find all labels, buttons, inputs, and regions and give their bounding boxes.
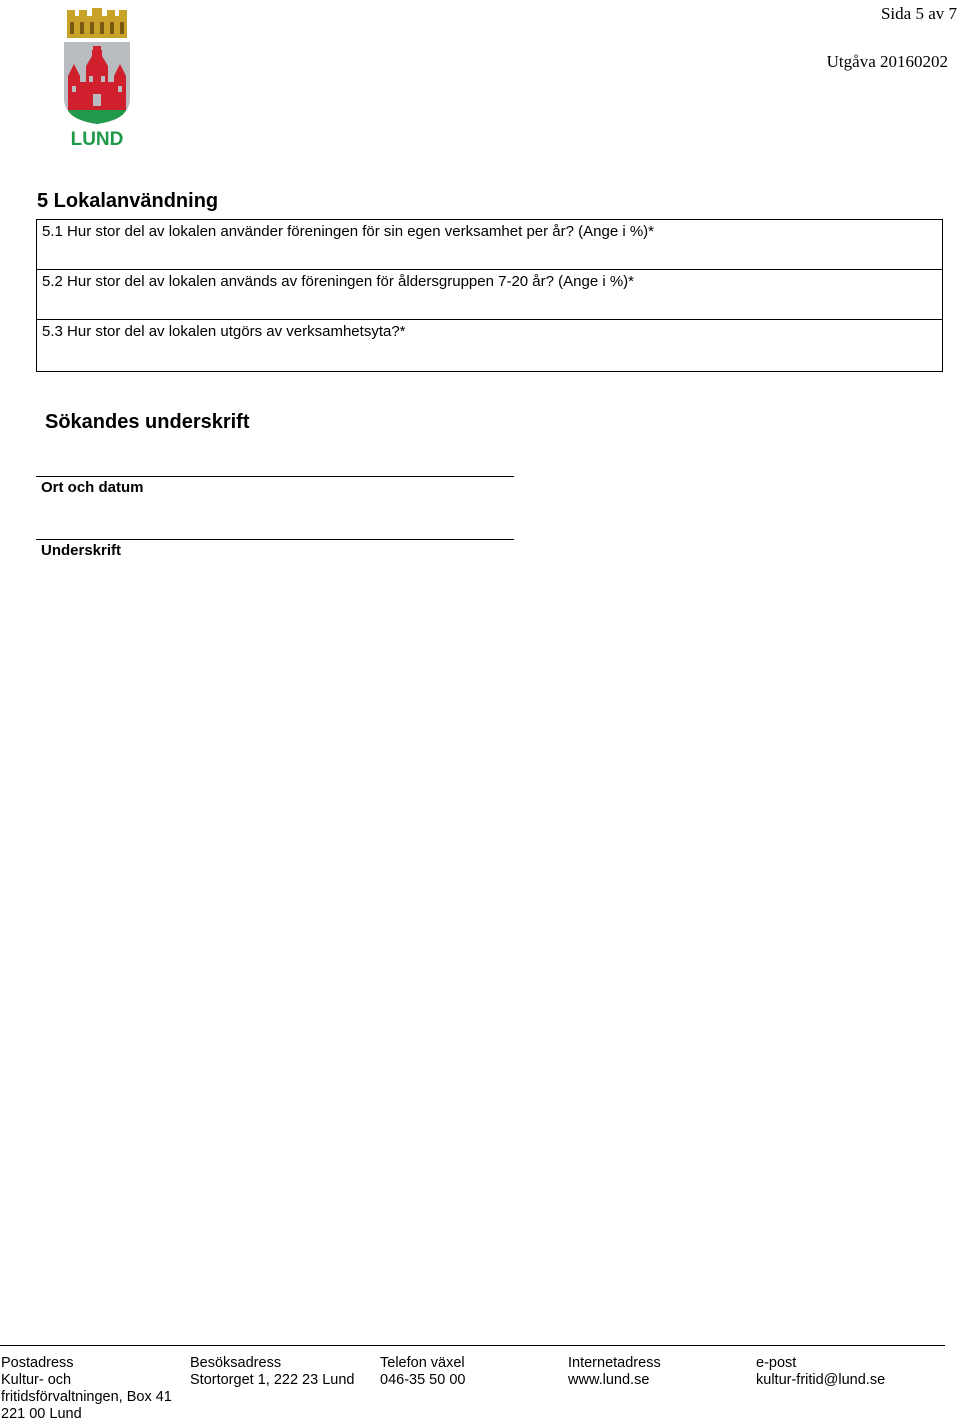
footer-line: 221 00 Lund <box>1 1406 82 1422</box>
question-row[interactable] <box>37 320 942 371</box>
footer-line: 046-35 50 00 <box>380 1372 466 1388</box>
lund-logo <box>62 6 132 148</box>
footer-heading: Internetadress <box>568 1355 661 1371</box>
footer-email-link[interactable]: kultur-fritid@lund.se <box>756 1372 886 1388</box>
page-number: Sida 5 av 7 <box>880 4 957 23</box>
footer-heading: Besöksadress <box>190 1355 282 1371</box>
logo-text: LUND <box>70 129 124 148</box>
footer-divider <box>0 1345 945 1346</box>
question-label: 5.1 Hur stor del av lokalen använder föreningen för sin egen verksamhet per år? (Ange i %)* <box>42 223 655 240</box>
footer-visit <box>190 1355 354 1389</box>
footer-heading: Postadress <box>1 1355 74 1371</box>
question-row[interactable] <box>37 270 942 320</box>
signature-label: Underskrift <box>41 542 122 559</box>
question-row[interactable] <box>37 220 942 270</box>
footer-heading: Telefon växel <box>380 1355 465 1371</box>
footer-postal <box>1 1355 172 1423</box>
footer-web <box>568 1355 661 1389</box>
question-label: 5.2 Hur stor del av lokalen används av föreningen för åldersgruppen 7-20 år? (Ange i %)* <box>42 273 635 290</box>
signature-heading: Sökandes underskrift <box>45 411 250 433</box>
question-label: 5.3 Hur stor del av lokalen utgörs av verksamhetsyta?* <box>42 323 406 340</box>
footer-web-link[interactable]: www.lund.se <box>568 1372 650 1388</box>
signature-line[interactable] <box>36 539 514 540</box>
footer-heading: e-post <box>756 1355 797 1371</box>
footer-email <box>756 1355 885 1389</box>
place-date-line[interactable] <box>36 476 514 477</box>
place-date-label: Ort och datum <box>41 479 144 496</box>
footer-line: fritidsförvaltningen, Box 41 <box>1 1389 172 1405</box>
edition-label: Utgåva 20160202 <box>826 52 948 71</box>
footer-line: Kultur- och <box>1 1372 72 1388</box>
section-title: 5 Lokalanvändning <box>37 190 219 212</box>
footer-phone <box>380 1355 465 1389</box>
lund-crest-icon <box>62 6 132 148</box>
questions-table <box>36 219 943 372</box>
footer-line: Stortorget 1, 222 23 Lund <box>190 1372 355 1388</box>
